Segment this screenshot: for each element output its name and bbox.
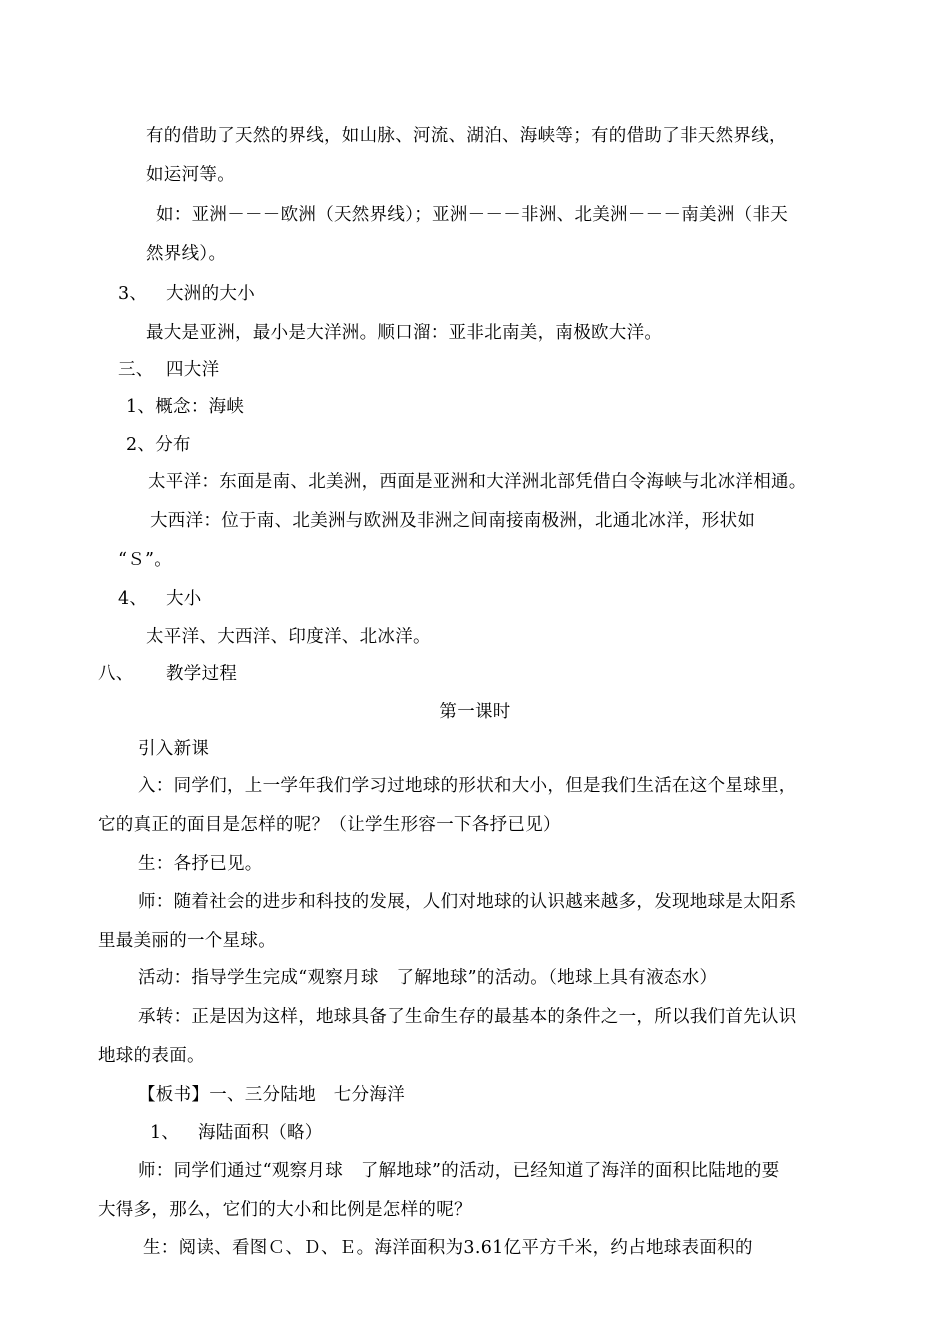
section-heading: 海陆面积（略） bbox=[198, 1123, 323, 1143]
text-line: 里最美丽的一个星球。 bbox=[98, 931, 276, 951]
text-line: 师：同学们通过“观察月球 了解地球”的活动，已经知道了海洋的面积比陆地的要 bbox=[138, 1161, 780, 1181]
list-number: 三、 bbox=[118, 360, 154, 380]
text-line: 入：同学们，上一学年我们学习过地球的形状和大小，但是我们生活在这个星球里， bbox=[138, 776, 797, 796]
text-line: 大西洋：位于南、北美洲与欧洲及非洲之间南接南极洲，北通北冰洋，形状如 bbox=[150, 511, 756, 531]
text-line: 引入新课 bbox=[138, 739, 210, 759]
text-line: 有的借助了天然的界线，如山脉、河流、湖泊、海峡等；有的借助了非天然界线， bbox=[146, 126, 787, 146]
text-line: 最大是亚洲，最小是大洋洲。顺口溜：亚非北南美，南极欧大洋。 bbox=[146, 323, 663, 343]
section-heading: 大小 bbox=[166, 589, 202, 609]
section-heading: 教学过程 bbox=[166, 664, 238, 684]
text-line: 生：阅读、看图Ｃ、Ｄ、Ｅ。海洋面积为3.61亿平方千米，约占地球表面积的 bbox=[143, 1238, 753, 1258]
text-line: 然界线）。 bbox=[146, 244, 227, 264]
text-line: 大得多，那么，它们的大小和比例是怎样的呢？ bbox=[98, 1200, 472, 1220]
text-line: 师：随着社会的进步和科技的发展，人们对地球的认识越来越多，发现地球是太阳系 bbox=[138, 892, 797, 912]
text-line: 承转：正是因为这样，地球具备了生命生存的最基本的条件之一，所以我们首先认识 bbox=[138, 1007, 797, 1027]
section-heading: 四大洋 bbox=[166, 360, 220, 380]
text-line: 太平洋、大西洋、印度洋、北冰洋。 bbox=[146, 627, 431, 647]
lesson-title: 第一课时 bbox=[439, 702, 511, 722]
list-number: 八、 bbox=[98, 664, 134, 684]
text-line: 生：各抒已见。 bbox=[138, 854, 263, 874]
text-line: 2、分布 bbox=[126, 435, 191, 455]
text-line: 地球的表面。 bbox=[98, 1046, 205, 1066]
text-line: 活动：指导学生完成“观察月球 了解地球”的活动。（地球上具有液态水） bbox=[138, 968, 718, 988]
text-line: 1、概念：海峡 bbox=[126, 397, 245, 417]
text-line: “Ｓ”。 bbox=[118, 550, 173, 570]
section-heading: 大洲的大小 bbox=[166, 284, 255, 304]
text-line: 太平洋：东面是南、北美洲，西面是亚洲和大洋洲北部凭借白令海峡与北冰洋相通。 bbox=[148, 472, 807, 492]
text-line: 如：亚洲－－－欧洲（天然界线）；亚洲－－－非洲、北美洲－－－南美洲（非天 bbox=[156, 205, 789, 225]
list-number: 3、 bbox=[118, 284, 148, 304]
list-number: 1、 bbox=[150, 1123, 180, 1143]
text-line: 它的真正的面目是怎样的呢？（让学生形容一下各抒已见） bbox=[98, 815, 561, 835]
board-heading: 【板书】一、三分陆地 七分海洋 bbox=[138, 1085, 405, 1105]
list-number: 4、 bbox=[118, 589, 148, 609]
text-line: 如运河等。 bbox=[146, 165, 235, 185]
